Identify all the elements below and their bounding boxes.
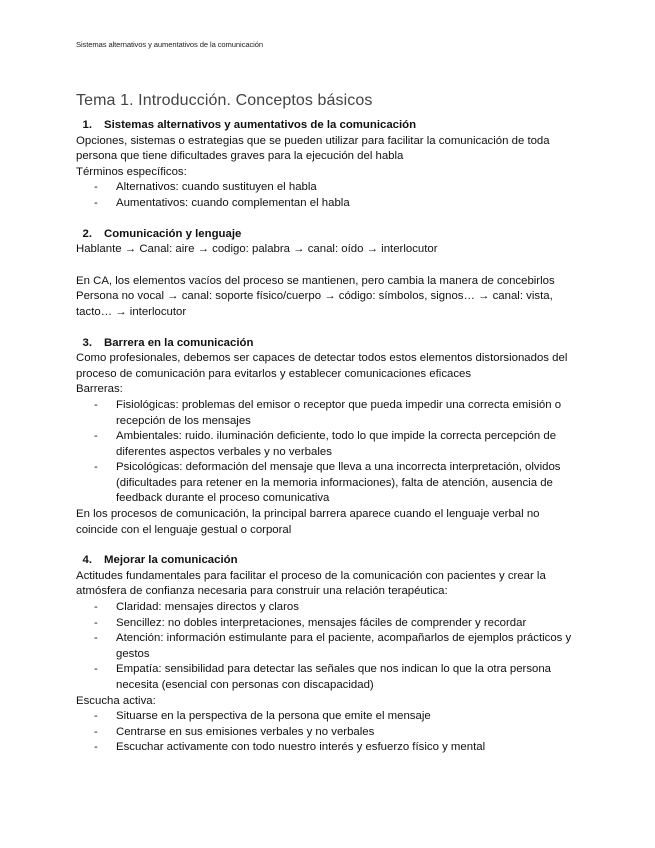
closing-paragraph: En los procesos de comunicación, la principal barrera aparece cuando el lenguaje verbal no coincide con el lenguaje gestual o corporal [76, 508, 540, 536]
section-number: 1. [82, 119, 92, 131]
section-number: 2. [82, 227, 92, 240]
listening-list [76, 709, 581, 756]
list-item: - Centrarse en sus emisiones verbales y no verbales [76, 725, 581, 741]
list-item: - Fisiológicas: problemas del emisor o receptor que pueda impedir una correcta emisión o recepción de los mensajes [76, 398, 581, 429]
barriers-list [76, 398, 581, 507]
non-vocal-chain: Persona no vocal → canal: soporte físico/cuerpo → código: símbolos, signos… → canal: vista, tacto… → interlocutor [76, 290, 553, 318]
section-number: 3. [82, 336, 92, 349]
listening-label: Escucha activa: [76, 694, 156, 707]
section-title: Barrera en la comunicación [104, 336, 254, 349]
section-title: Sistemas alternativos y aumentativos de la comunicación [104, 119, 417, 131]
section-number: 4. [82, 554, 92, 567]
terms-label: Términos específicos: [76, 165, 187, 178]
list-item: - Psicológicas: deformación del mensaje que lleva a una incorrecta interpretación, olvidos (dificultades para retener en la memoria informaciones), falta de atención, ausencia de feedback durante el proceso comunicativa [76, 460, 581, 507]
section-paragraph: Opciones, sistemas o estrategias que se pueden utilizar para facilitar la comunicación de toda persona que tiene dificultades graves para la ejecución del habla [76, 134, 550, 163]
section-heading-4 [76, 553, 581, 569]
barriers-label: Barreras: [76, 383, 123, 396]
list-item: - Sencillez: no dobles interpretaciones, mensajes fáciles de comprender y recordar [76, 616, 581, 632]
list-item: - Situarse en la perspectiva de la persona que emite el mensaje [76, 709, 581, 725]
section-heading-3 [76, 336, 581, 352]
ca-paragraph: En CA, los elementos vacíos del proceso se mantienen, pero cambia la manera de concebirlos [76, 274, 555, 287]
list-item: - Alternativos: cuando sustituyen el habla [76, 180, 581, 196]
list-item: - Ambientales: ruido. iluminación deficiente, todo lo que impide la correcta percepción de diferentes aspectos verbales y no verbales [76, 429, 581, 460]
list-item: - Empatía: sensibilidad para detectar las señales que nos indican lo que la otra persona necesita (esencial con personas con discapacidad) [76, 662, 581, 693]
list-item: - Aumentativos: cuando complementan el habla [76, 196, 581, 212]
running-header: Sistemas alternativos y aumentativos de la comunicación [76, 40, 263, 49]
section-heading-2 [76, 227, 581, 243]
terms-list [76, 180, 581, 211]
list-item: - Escuchar activamente con todo nuestro interés y esfuerzo físico y mental [76, 740, 581, 756]
communication-chain: Hablante → Canal: aire → codigo: palabra → canal: oído → interlocutor [76, 243, 438, 256]
document-body [76, 118, 581, 756]
section-title: Comunicación y lenguaje [104, 227, 242, 240]
attitudes-list [76, 600, 581, 694]
page-title: Tema 1. Introducción. Conceptos básicos [76, 92, 373, 109]
list-item: - Claridad: mensajes directos y claros [76, 600, 581, 616]
list-item: - Atención: información estimulante para el paciente, acompañarlos de ejemplos prácticos y gestos [76, 631, 581, 662]
section-paragraph: Actitudes fundamentales para facilitar el proceso de la comunicación con pacientes y crear la atmósfera de confianza necesaria para construir una relación terapéutica: [76, 569, 546, 598]
section-paragraph: Como profesionales, debemos ser capaces de detectar todos estos elementos distorsionados del proceso de comunicación para evitarlos y establecer comunicaciones eficaces [76, 352, 568, 380]
section-title: Mejorar la comunicación [104, 554, 238, 567]
section-heading-1 [76, 118, 581, 134]
